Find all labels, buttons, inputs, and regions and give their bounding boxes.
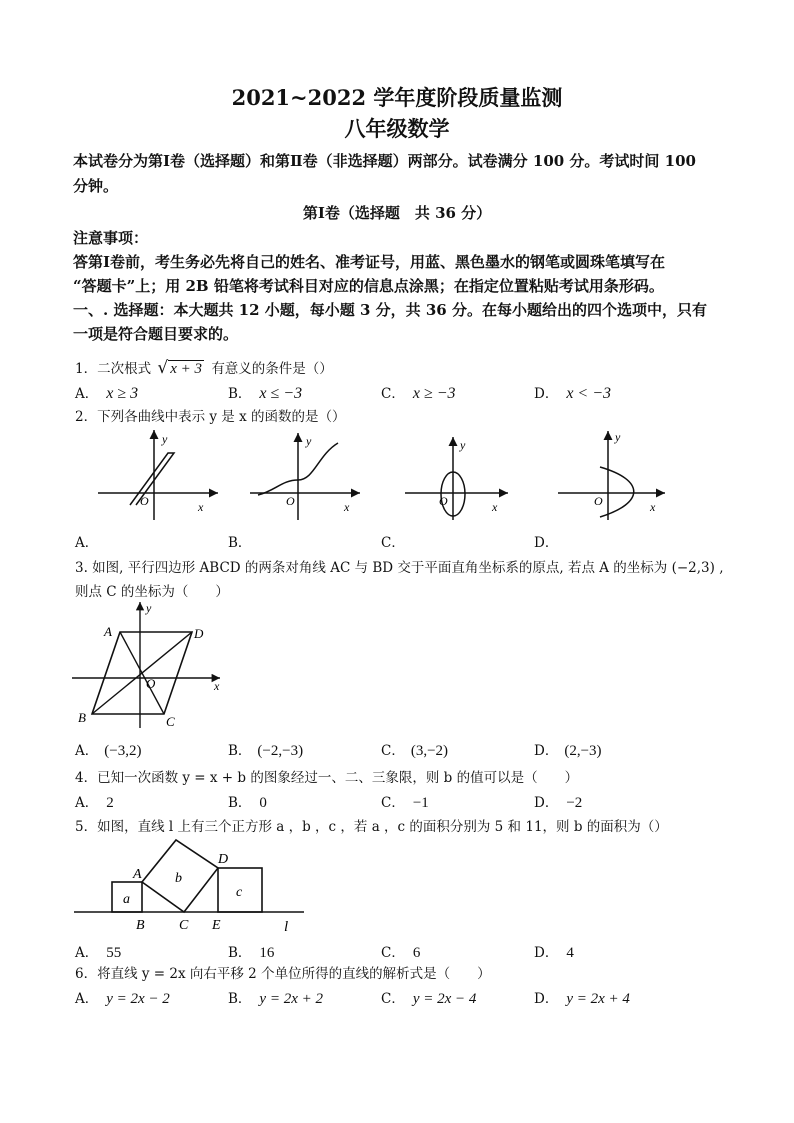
q3-option-b[interactable] <box>228 739 303 760</box>
q1-radicand: x + 3 <box>170 361 203 377</box>
axis-y-label: y <box>146 601 152 615</box>
q2-figure-a <box>98 430 218 520</box>
option-label: A． <box>75 991 99 1007</box>
option-text: 4 <box>566 945 574 961</box>
axis-x-label: x <box>214 679 220 693</box>
option-text: y = 2x − 2 <box>106 991 170 1007</box>
point-a-label: A <box>133 867 142 882</box>
origin-label: O <box>140 494 149 508</box>
q1-stem-after: 有意义的条件是（） <box>211 361 333 377</box>
option-label: C． <box>381 795 405 811</box>
q6-option-c[interactable] <box>381 987 476 1008</box>
q2-option-b[interactable]: B． <box>228 535 252 551</box>
q1-option-a[interactable] <box>75 382 138 403</box>
q2-curve-figures <box>70 425 730 525</box>
option-label: C． <box>381 991 405 1007</box>
q5-option-d[interactable] <box>534 941 574 962</box>
exam-title: 2021~2022 学年度阶段质量监测 <box>231 85 563 110</box>
option-label: D． <box>534 945 559 961</box>
option-text: x ≥ −3 <box>412 385 456 402</box>
option-text: 16 <box>259 945 275 961</box>
axis-y-label: y <box>460 438 466 452</box>
q1-option-d[interactable] <box>534 382 611 403</box>
option-text: x < −3 <box>566 385 612 402</box>
q3-parallelogram-figure <box>70 598 230 733</box>
intro-line-1: 本试卷分为第Ⅰ卷（选择题）和第Ⅱ卷（非选择题）两部分。试卷满分 100 分。考试时间 100 <box>73 152 696 170</box>
option-text: y = 2x − 4 <box>412 991 477 1007</box>
q1-radical <box>157 358 204 378</box>
q2-stem: 2．下列各曲线中表示 y 是 x 的函数的是（） <box>75 409 346 425</box>
option-text: 6 <box>412 945 421 961</box>
square-c-label: c <box>236 885 243 900</box>
q2-option-d[interactable]: D． <box>534 535 559 551</box>
q5-option-c[interactable] <box>381 941 420 962</box>
q1-stem <box>75 357 333 378</box>
option-text: 55 <box>106 945 122 961</box>
origin-label: O <box>286 494 295 508</box>
point-d-label: D <box>194 626 204 641</box>
q5-squares-figure <box>70 836 310 936</box>
q4-option-b[interactable] <box>228 791 267 812</box>
q4-stem: 4．已知一次函数 y = x + b 的图象经过一、二、三象限，则 b 的值可以是（ ） <box>75 770 579 786</box>
point-c-label: C <box>179 918 189 933</box>
q2-option-c[interactable]: C． <box>381 535 405 551</box>
option-text: y = 2x + 2 <box>259 991 323 1007</box>
option-label: D． <box>534 795 559 811</box>
option-label: D． <box>534 991 559 1007</box>
option-label: C． <box>381 743 405 759</box>
option-text: x ≥ 3 <box>106 385 139 402</box>
q2-option-a[interactable]: A． <box>75 535 99 551</box>
line-l-label: l <box>284 919 289 935</box>
option-label: A． <box>75 743 99 759</box>
q3-stem-line-2: 则点 C 的坐标为（ ） <box>75 584 229 600</box>
q3-option-c[interactable] <box>381 739 448 760</box>
axis-y-label: y <box>615 430 621 444</box>
point-c-label: C <box>166 714 175 729</box>
q2-figure-b <box>250 433 360 520</box>
point-e-label: E <box>212 918 221 933</box>
q6-option-a[interactable] <box>75 987 170 1008</box>
origin-label: O <box>439 494 448 508</box>
axis-x-label: x <box>650 500 656 514</box>
option-label: A． <box>75 945 99 961</box>
option-label: A． <box>75 386 99 402</box>
section-title: 第Ⅰ卷（选择题 共 36 分） <box>302 204 492 222</box>
notice-line-2: “答题卡”上；用 2B 铅笔将考试科目对应的信息点涂黑；在指定位置粘贴考试用条形码。 <box>73 277 664 295</box>
axis-y-label: y <box>162 432 168 446</box>
option-text: x ≤ −3 <box>259 385 303 402</box>
q5-option-a[interactable] <box>75 941 121 962</box>
option-text: (−3,2) <box>104 743 142 759</box>
origin-label: O <box>146 676 156 691</box>
q6-option-d[interactable] <box>534 987 630 1008</box>
q6-option-b[interactable] <box>228 987 323 1008</box>
option-text: 0 <box>259 795 267 811</box>
q1-stem-before: 1．二次根式 <box>75 361 152 377</box>
q4-option-a[interactable] <box>75 791 114 812</box>
point-d-label: D <box>218 852 229 867</box>
q6-stem: 6．将直线 y = 2x 向右平移 2 个单位所得的直线的解析式是（ ） <box>75 966 491 982</box>
part1-line-1: 一、. 选择题：本大题共 12 小题，每小题 3 分，共 36 分。在每小题给出的四个选项中，只有 <box>73 301 707 319</box>
q4-option-d[interactable] <box>534 791 582 812</box>
option-text: −1 <box>412 795 429 811</box>
option-label: B． <box>228 743 252 759</box>
q3-stem-line-1: 3. 如图, 平行四边形 ABCD 的两条对角线 AC 与 BD 交于平面直角坐标系的原点, 若点 A 的坐标为 (−2,3) , <box>75 560 724 576</box>
square-a-label: a <box>123 892 130 907</box>
option-label: D． <box>534 743 559 759</box>
option-label: B． <box>228 991 252 1007</box>
sqrt-icon: √ <box>157 358 169 378</box>
option-text: −2 <box>566 795 583 811</box>
option-text: (3,−2) <box>410 743 449 759</box>
q5-stem: 5．如图，直线 l 上有三个正方形 a ，b ，c ，若 a ，c 的面积分别为 5 和 11，则 b 的面积为（） <box>75 819 668 835</box>
square-b-label: b <box>175 871 182 886</box>
option-label: C． <box>381 945 405 961</box>
point-b-label: B <box>136 918 145 933</box>
q1-option-b[interactable] <box>228 382 302 403</box>
option-text: (−2,−3) <box>257 743 304 759</box>
q2-figure-d <box>558 430 665 520</box>
option-label: A． <box>75 795 99 811</box>
axis-x-label: x <box>198 500 204 514</box>
option-label: B． <box>228 945 252 961</box>
point-b-label: B <box>78 710 86 725</box>
part1-line-2: 一项是符合题目要求的。 <box>73 325 239 343</box>
option-label: D． <box>534 386 559 402</box>
q4-option-c[interactable] <box>381 791 429 812</box>
option-text: y = 2x + 4 <box>566 991 630 1007</box>
exam-subtitle: 八年级数学 <box>344 116 450 141</box>
notice-line-1: 答第Ⅰ卷前，考生务必先将自己的姓名、准考证号，用蓝、黑色墨水的钢笔或圆珠笔填写在 <box>73 253 666 271</box>
axis-x-label: x <box>492 500 498 514</box>
option-label: B． <box>228 795 252 811</box>
q1-option-c[interactable] <box>381 382 456 403</box>
notice-heading: 注意事项： <box>73 229 149 247</box>
axis-y-label: y <box>306 434 312 448</box>
option-label: C． <box>381 386 405 402</box>
q5-option-b[interactable] <box>228 941 274 962</box>
option-text: 2 <box>106 795 114 811</box>
q3-option-d[interactable] <box>534 739 602 760</box>
origin-label: O <box>594 494 603 508</box>
option-label: B． <box>228 386 252 402</box>
axis-x-label: x <box>344 500 350 514</box>
intro-line-2: 分钟。 <box>73 177 119 195</box>
q2-figure-c <box>405 437 508 520</box>
option-text: (2,−3) <box>564 743 602 759</box>
point-a-label: A <box>104 624 112 639</box>
q3-option-a[interactable] <box>75 739 141 760</box>
